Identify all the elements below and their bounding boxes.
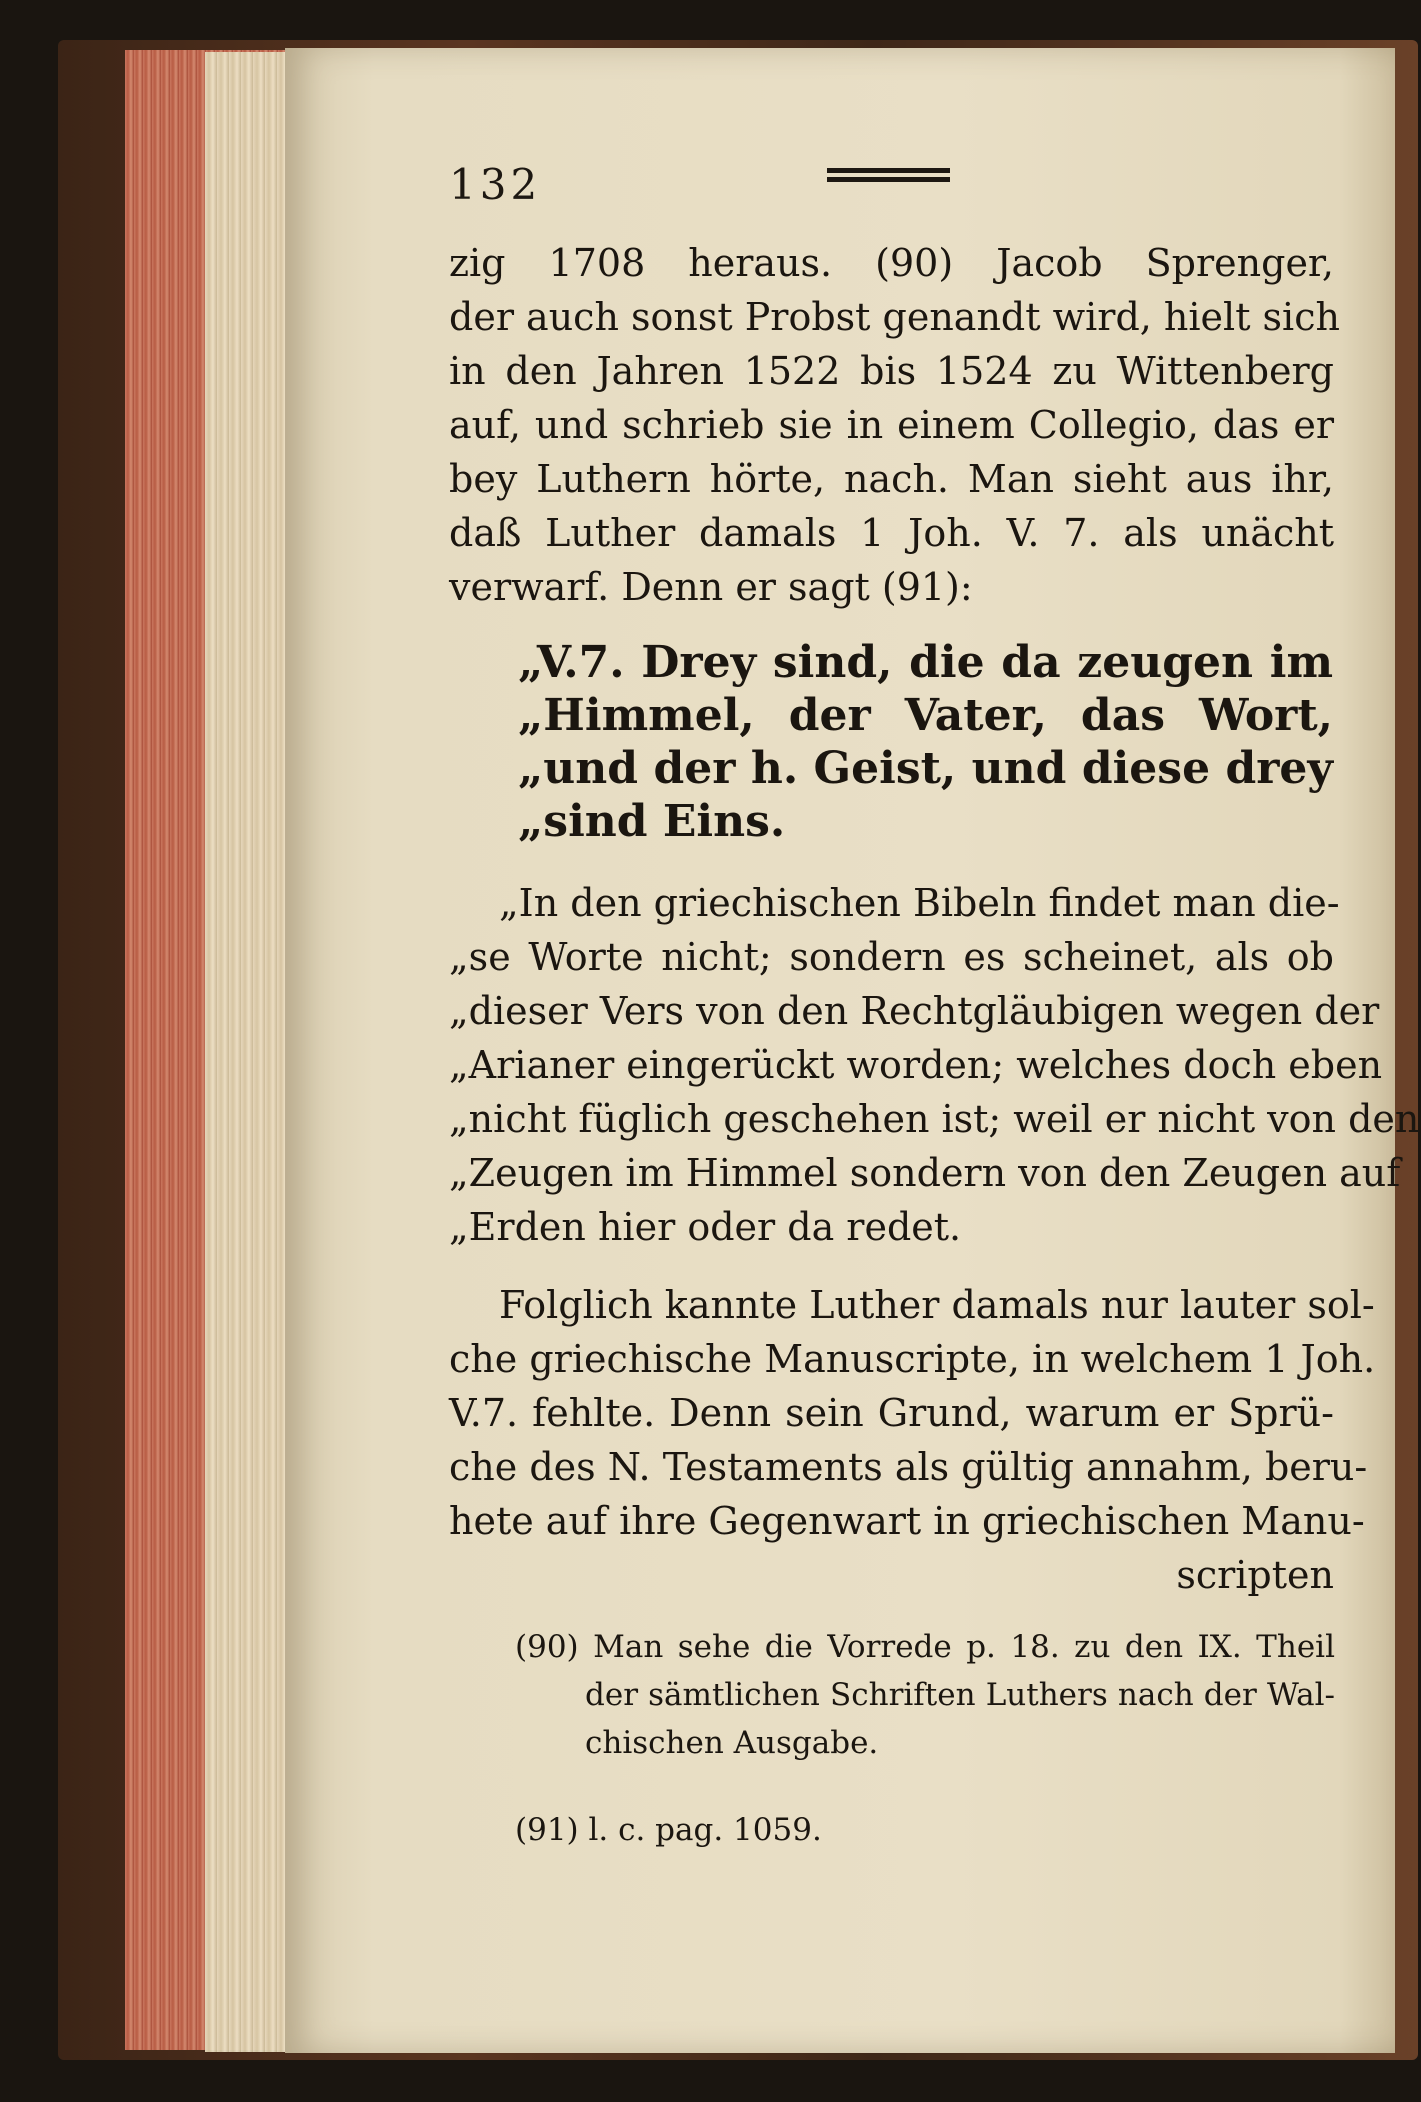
footnote-line: (91) l. c. pag. 1059. (515, 1812, 822, 1848)
quote-line: „nicht füglich geschehen ist; weil er nicht von den (449, 1097, 1420, 1141)
verse-line: „und der h. Geist, und diese drey (518, 743, 1333, 794)
para-line: V.7. fehlte. Denn sein Grund, warum er Sprü- (449, 1391, 1334, 1435)
verse-line: „V.7. Drey sind, die da zeugen im (518, 637, 1333, 688)
quote-line: „Zeugen im Himmel sondern von den Zeugen auf (449, 1151, 1401, 1195)
text-line: verwarf. Denn er sagt (91): (449, 565, 973, 609)
footnote-line: chischen Ausgabe. (585, 1725, 879, 1761)
verse-line: „sind Eins. (518, 796, 786, 847)
body-text (449, 236, 1340, 614)
footnote-line: der sämtlichen Schriften Luthers nach der Wal- (585, 1677, 1335, 1713)
page-stack (205, 52, 295, 2052)
page-number: 132 (449, 160, 542, 209)
quote-line: „se Worte nicht; sondern es scheinet, als ob (449, 935, 1334, 979)
conclusion-paragraph (449, 1278, 1376, 1602)
quote-line: „Arianer eingerückt worden; welches doch eben (449, 1043, 1383, 1087)
text-line: zig 1708 heraus. (90) Jacob Sprenger, (449, 241, 1334, 285)
footnote-91 (515, 1806, 1335, 1854)
quote-line: „Erden hier oder da redet. (449, 1205, 962, 1249)
header-rule (827, 168, 950, 186)
text-line: der auch sonst Probst genandt wird, hielt sich (449, 295, 1340, 339)
para-line: che griechische Manuscripte, in welchem 1 Joh. (449, 1337, 1376, 1381)
quote-line: „In den griechischen Bibeln findet man die- (499, 881, 1340, 925)
para-line: hete auf ihre Gegenwart in griechischen Manu- (449, 1499, 1365, 1543)
bible-verse (518, 636, 1333, 848)
luther-quote (449, 876, 1420, 1254)
quote-line: „dieser Vers von den Rechtgläubigen wegen der (449, 989, 1380, 1033)
catchword: scripten (1176, 1553, 1334, 1597)
text-line: in den Jahren 1522 bis 1524 zu Wittenberg (449, 349, 1334, 393)
footnote-90 (515, 1623, 1335, 1767)
page-header (449, 160, 1349, 209)
para-line: che des N. Testaments als gültig annahm, beru- (449, 1445, 1368, 1489)
para-line: Folglich kannte Luther damals nur lauter sol- (499, 1283, 1375, 1327)
verse-line: „Himmel, der Vater, das Wort, (518, 690, 1333, 741)
text-line: auf, und schrieb sie in einem Collegio, das er (449, 403, 1334, 447)
footnote-line: (90) Man sehe die Vorrede p. 18. zu den IX. Theil (515, 1629, 1335, 1665)
text-line: daß Luther damals 1 Joh. V. 7. als unächt (449, 511, 1334, 555)
text-line: bey Luthern hörte, nach. Man sieht aus ihr, (449, 457, 1334, 501)
